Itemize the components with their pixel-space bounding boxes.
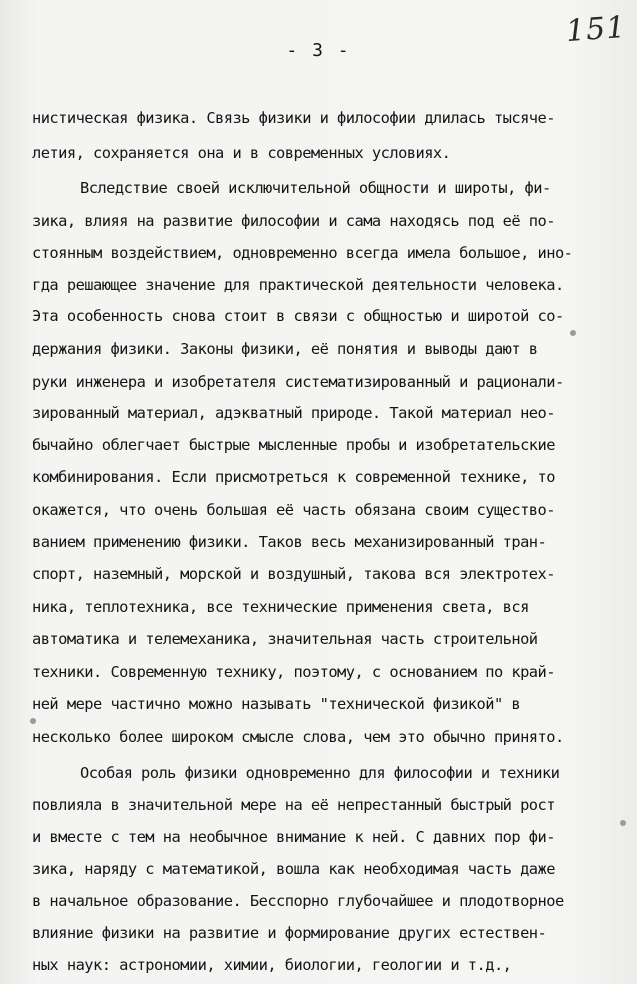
text-line: комбинирования. Если присмотреться к современной технике, то <box>32 468 555 486</box>
paragraph-start-line: Вследствие своей исключительной общности и широты, фи- <box>80 179 551 197</box>
page-number: - 3 - <box>286 40 351 61</box>
text-line: спорт, наземный, морской и воздушный, такова вся электротех- <box>32 565 555 583</box>
text-line: зированный материал, адэкватный природе. Такой материал нео- <box>32 404 555 422</box>
text-line: ника, теплотехника, все технические применения света, вся <box>32 598 529 616</box>
text-line: автоматика и телемеханика, значительная часть строительной <box>32 630 538 648</box>
text-line: окажется, что очень большая её часть обязана своим существо- <box>32 501 555 519</box>
text-line: и вместе с тем на необычное внимание к ней. С давних пор фи- <box>32 828 555 846</box>
text-line: держания физики. Законы физики, её понятия и выводы дают в <box>32 340 538 358</box>
text-line: ней мере частично можно называть "технической физикой" в <box>32 695 521 713</box>
margin-dot <box>570 330 576 336</box>
text-line: ванием применению физики. Таков весь механизированный тран- <box>32 533 547 551</box>
text-line: в начальное образование. Бесспорно глубочайшее и плодотворное <box>32 892 564 910</box>
archive-page-number: 151 <box>564 9 628 50</box>
text-line: зика, наряду с математикой, вошла как необходимая часть даже <box>32 860 555 878</box>
text-line: стоянным воздействием, одновременно всегда имела большое, ино- <box>32 244 573 262</box>
text-line: влияние физики на развитие и формирование других естествен- <box>32 924 547 942</box>
text-line: гда решающее значение для практической деятельности человека. <box>32 276 564 294</box>
text-line: руки инженера и изобретателя систематизированный и рационали- <box>32 373 564 391</box>
text-line: Эта особенность снова стоит в связи с общностью и широтой со- <box>32 307 564 325</box>
text-line: ных наук: астрономии, химии, биологии, геологии и т.д., <box>32 956 512 974</box>
text-line: зика, влияя на развитие философии и сама находясь под её по- <box>32 212 555 230</box>
text-line: летия, сохраняется она и в современных условиях. <box>32 144 451 162</box>
margin-dot <box>30 718 36 724</box>
text-line: несколько более широком смысле слова, чем это обычно принято. <box>32 728 564 746</box>
paragraph-start-line: Особая роль физики одновременно для философии и техники <box>80 764 560 782</box>
text-line: повлияла в значительной мере на её непрестанный быстрый рост <box>32 796 555 814</box>
margin-dot <box>620 820 626 826</box>
text-line: нистическая физика. Связь физики и философии длилась тысяче- <box>32 109 555 127</box>
text-line: бычайно облегчает быстрые мысленные пробы и изобретательские <box>32 436 555 454</box>
text-line: техники. Современную технику, поэтому, с основанием по край- <box>32 663 555 681</box>
